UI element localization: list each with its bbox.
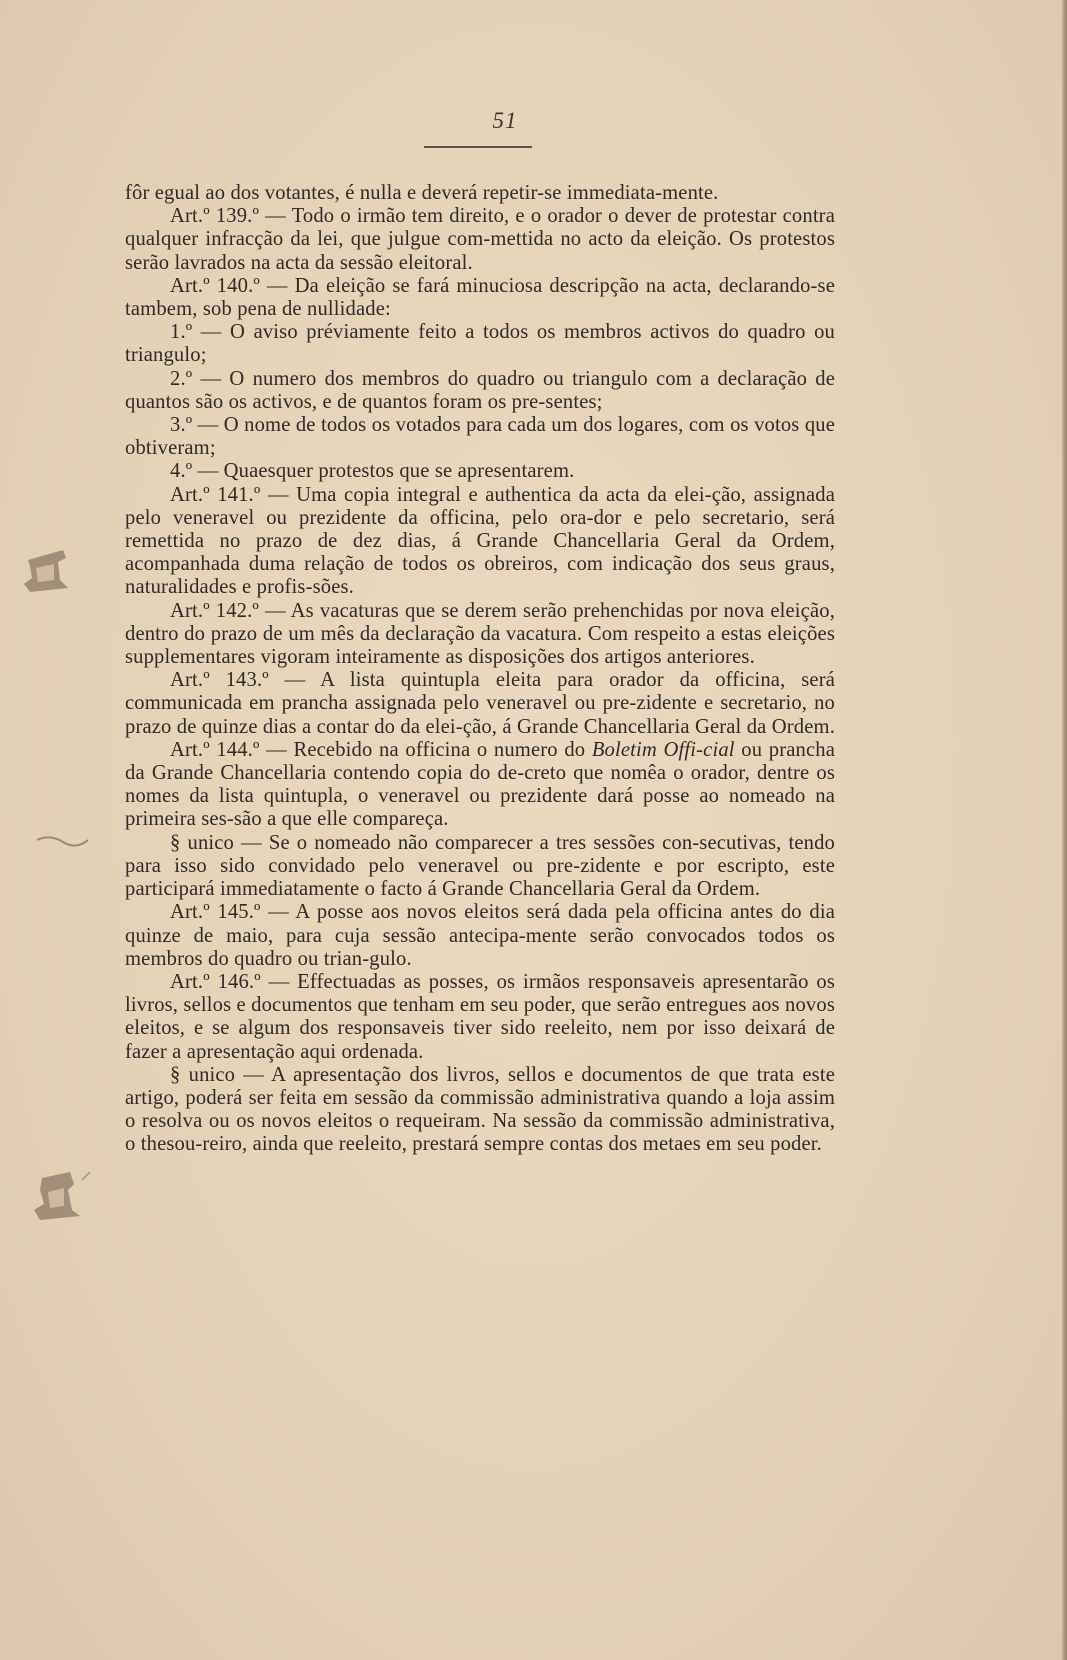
margin-stain bbox=[18, 540, 74, 600]
paragraph bbox=[125, 368, 835, 414]
text-run: 3.º — O nome de todos os votados para cada um dos logares, com os votos que obtiveram; bbox=[125, 414, 835, 460]
text-run: Art.º 144.º — Recebido na officina o numero do bbox=[170, 738, 592, 761]
text-run: 2.º — O numero dos membros do quadro ou triangulo com a declaração de quantos são os activos, e de quantos foram os pre-sentes; bbox=[125, 367, 835, 413]
text-run: § unico — A apresentação dos livros, sellos e documentos de que trata este artigo, poderá ser feita em sessão da commissão administrativa quando a loja assim o resolva ou os novos eleitos o requeiram. Na sessão da commissão administrativa, o thesou-reiro, ainda que reeleito, prestará sempre contas dos metaes em seu poder. bbox=[125, 1063, 835, 1156]
margin-stain bbox=[35, 830, 90, 850]
paragraph bbox=[125, 484, 835, 600]
text-run: fôr egual ao dos votantes, é nulla e deverá repetir-se immediata-mente. bbox=[125, 182, 719, 204]
italic-text: Boletim Offi-cial bbox=[591, 738, 735, 761]
text-run: Art.º 145.º — A posse aos novos eleitos será dada pela officina antes do dia quinze de maio, para cuja sessão antecipa-mente serão convocados todos os membros do quadro ou trian-gulo. bbox=[125, 901, 835, 970]
paragraph bbox=[125, 832, 835, 902]
text-run: Art.º 146.º — Effectuadas as posses, os irmãos responsaveis apresentarão os livros, sellos e documentos que tenham em seu poder, que serão entregues aos novos eleitos, e se algum dos responsaveis tiver sido reeleito, nem por isso deixará de fazer a apresentação aqui ordenada. bbox=[125, 970, 835, 1063]
text-run: ou prancha da Grande Chancellaria contendo copia do de-creto que nomêa o orador, dentre os nomes da lista quintupla, o veneravel ou prezidente dará posse ao nomeado na primeira ses-são a que elle compareça. bbox=[125, 738, 835, 831]
margin-stain bbox=[22, 1160, 92, 1230]
text-run: Art.º 140.º — Da eleição se fará minuciosa descripção na acta, declarando-se tambem, sob pena de nullidade: bbox=[125, 274, 835, 321]
page-edge bbox=[1062, 0, 1067, 1660]
text-run: 1.º — O aviso préviamente feito a todos os membros activos do quadro ou triangulo; bbox=[125, 321, 835, 367]
text-run: Art.º 139.º — Todo o irmão tem direito, e o orador o dever de protestar contra qualquer infracção da lei, que julgue com-mettida no acto da eleição. Os protestos serão lavrados na acta da sessão eleitoral. bbox=[125, 205, 835, 274]
paragraph bbox=[125, 205, 835, 275]
paragraph bbox=[125, 321, 835, 367]
paragraph bbox=[125, 414, 835, 460]
text-run: Art.º 141.º — Uma copia integral e authentica da acta da elei-ção, assignada pelo veneravel ou prezidente da officina, pelo ora-dor e pelo secretario, será remettida no prazo de dez dias, á Grande Chancellaria Geral da Ordem, acompanhada duma relação de todos os obreiros, com indicação dos seus graus, naturalidades e profis-sões. bbox=[125, 483, 835, 599]
paragraph bbox=[125, 901, 835, 971]
paragraph bbox=[125, 275, 835, 321]
page-number: 51 bbox=[492, 108, 518, 133]
header-rule bbox=[424, 146, 532, 148]
paragraph bbox=[125, 1064, 835, 1157]
text-run: 4.º — Quaesquer protestos que se apresentarem. bbox=[170, 460, 575, 483]
paragraph bbox=[125, 460, 835, 483]
paragraph bbox=[125, 971, 835, 1064]
paragraph bbox=[125, 669, 835, 739]
paragraph bbox=[125, 600, 835, 670]
paragraph bbox=[125, 182, 835, 205]
body-text bbox=[125, 182, 835, 1157]
text-run: Art.º 142.º — As vacaturas que se derem serão prehenchidas por nova eleição, dentro do prazo de um mês da declaração da vacatura. Com respeito a estas eleições supplementares vigoram inteiramente as disposições dos artigos anteriores. bbox=[125, 599, 835, 669]
paragraph bbox=[125, 739, 835, 832]
text-run: Art.º 143.º — A lista quintupla eleita para orador da officina, será communicada em prancha assignada pelo veneravel ou pre-zidente e secretario, no prazo de quinze dias a contar do da elei-ção, á Grande Chancellaria Geral da Ordem. bbox=[125, 669, 836, 738]
text-run: § unico — Se o nomeado não comparecer a tres sessões con-secutivas, tendo para isso sido convidado pelo veneravel ou pre-zidente e por escripto, este participará immediatamente o facto á Grande Chancellaria Geral da Ordem. bbox=[125, 831, 835, 901]
